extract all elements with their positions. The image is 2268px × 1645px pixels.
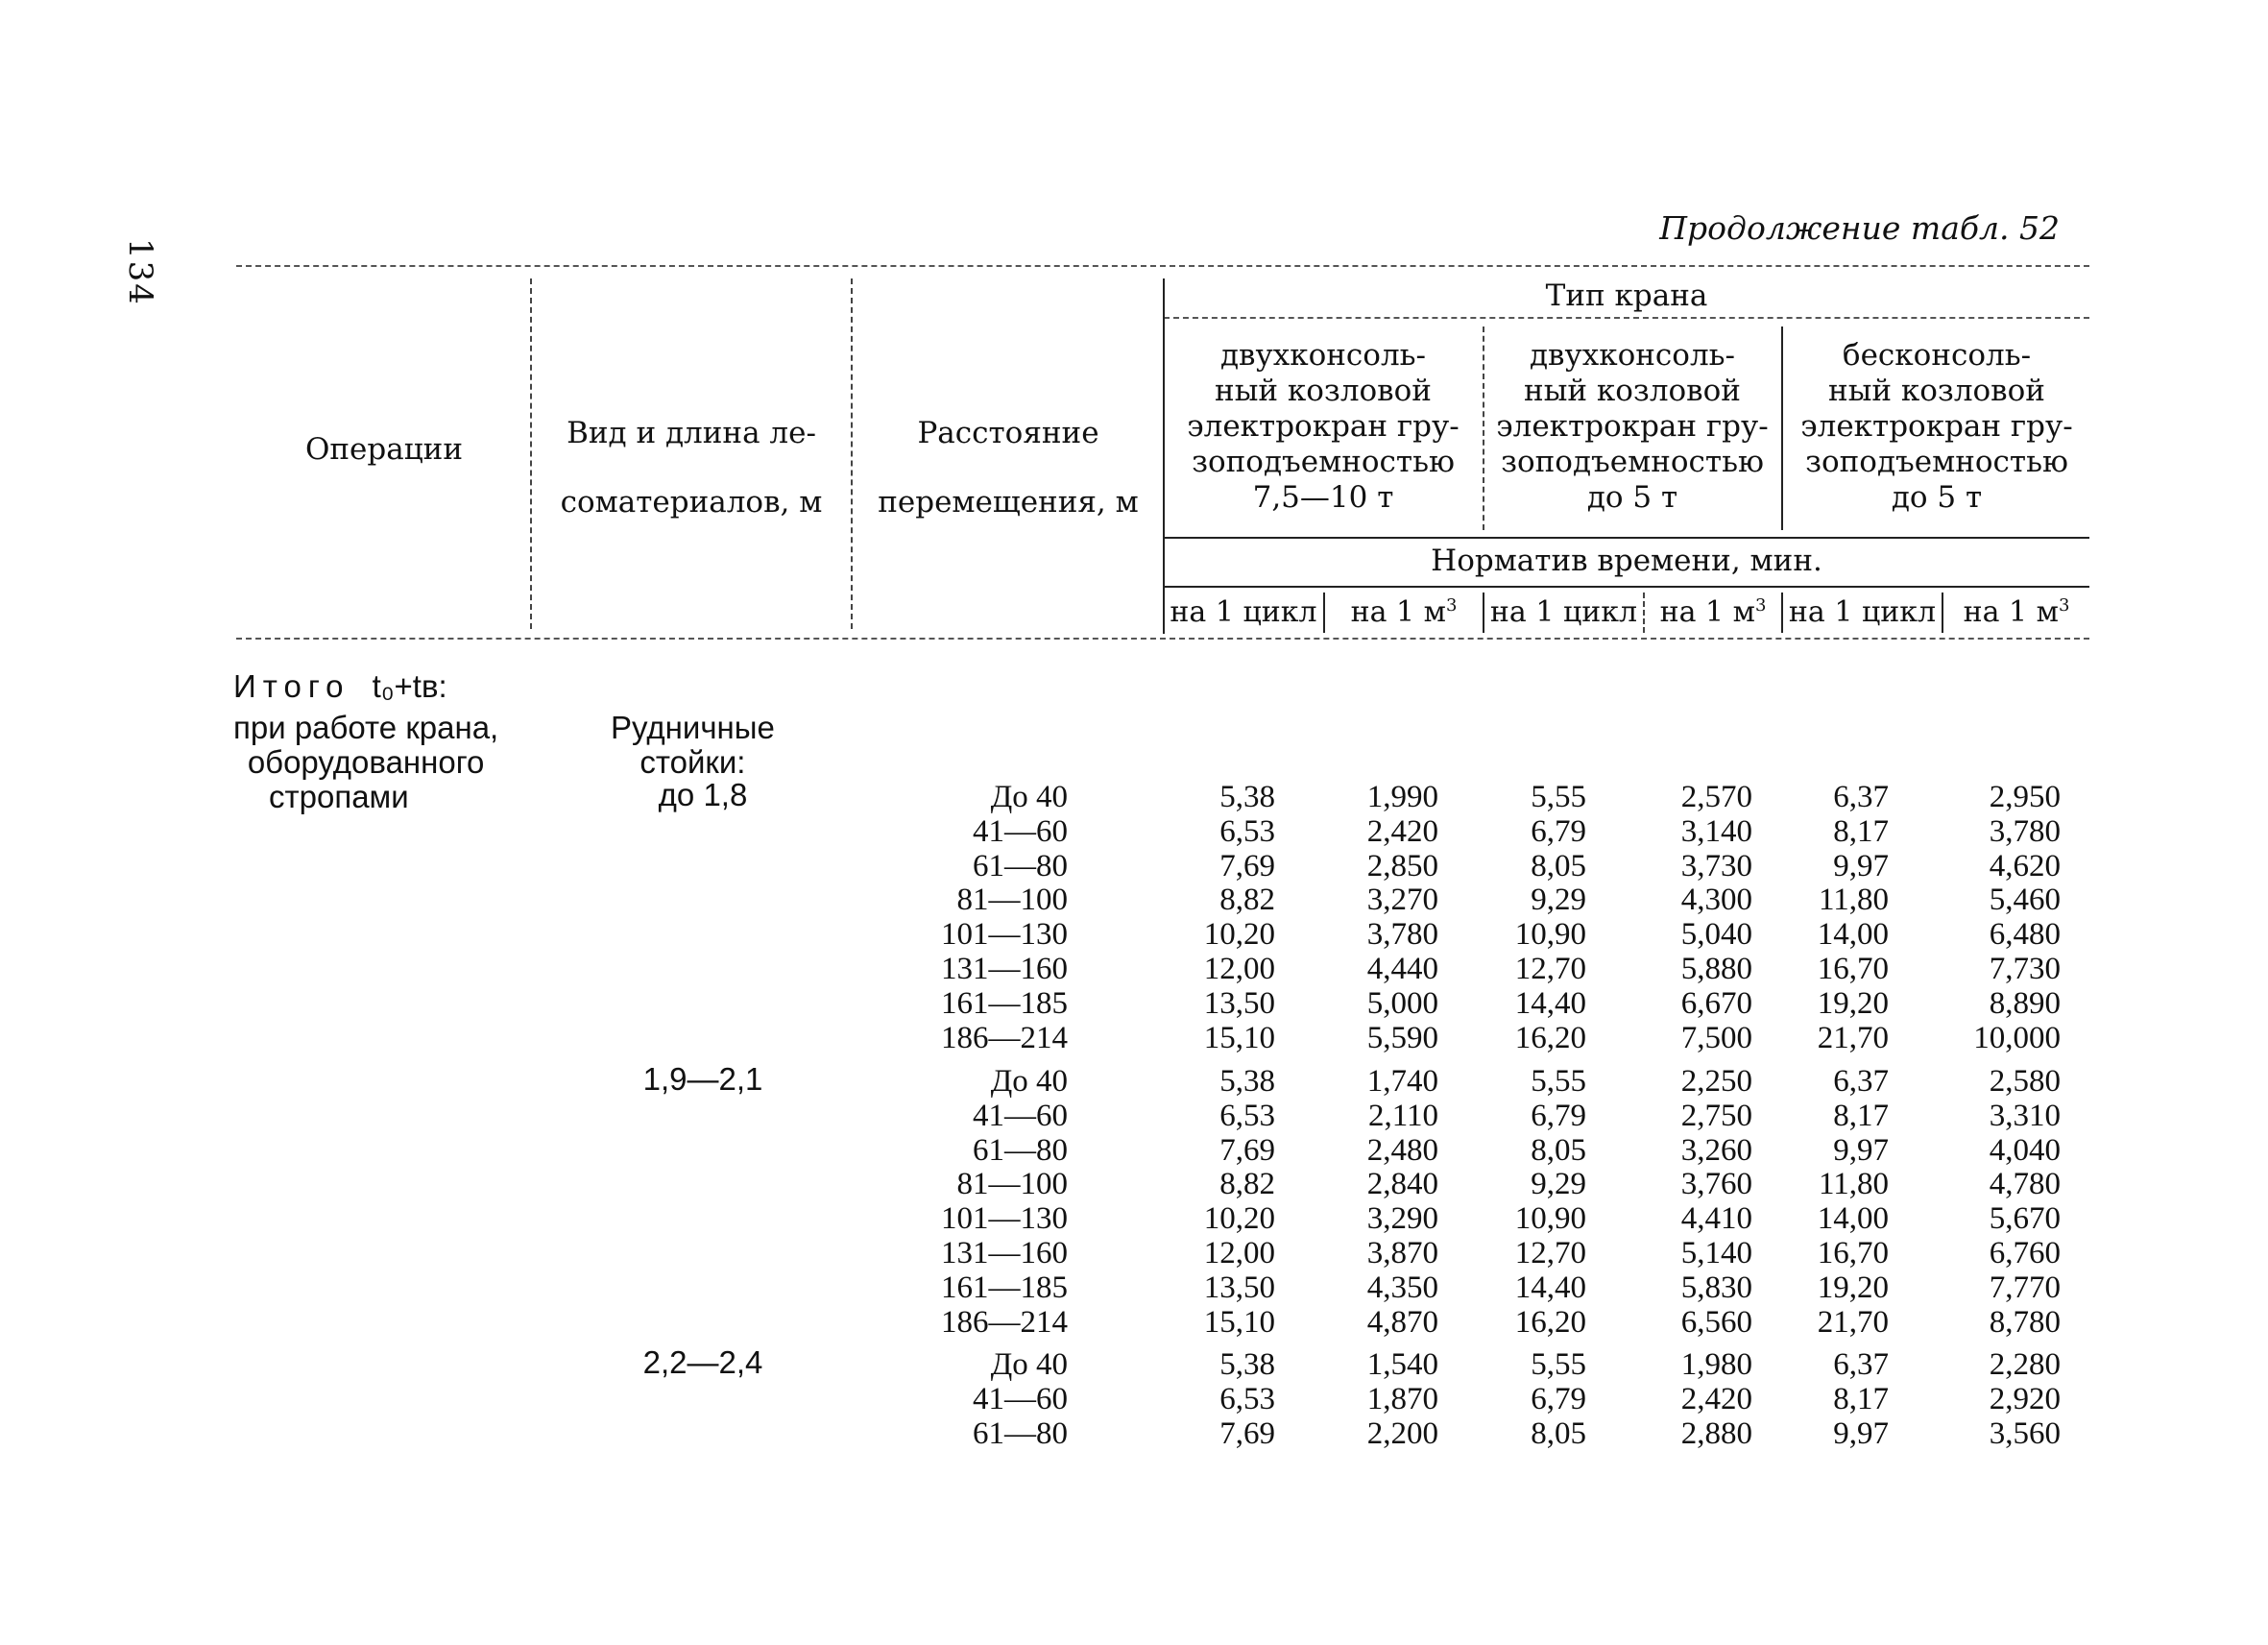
value-cell: 1,990 (1366, 780, 1438, 814)
group-label: 2,2—2,4 (642, 1344, 763, 1380)
value-cell: 5,590 (1366, 1020, 1438, 1055)
value-cell: 11,80 (1818, 1167, 1889, 1202)
value-cell: 5,38 (1219, 1064, 1275, 1099)
crane-type-rule (1164, 317, 2089, 319)
value-cell: 10,90 (1514, 1201, 1586, 1237)
distance-cell: 81—100 (956, 883, 1068, 918)
value-cell: 2,200 (1366, 1415, 1438, 1451)
total-label: Итого t₀+tв: (233, 668, 447, 704)
value-cell: 12,00 (1203, 1236, 1275, 1270)
header-crane-type: Тип крана (1545, 278, 1708, 313)
value-cell: 7,69 (1219, 1415, 1275, 1451)
value-cell: 12,00 (1203, 952, 1275, 986)
value-cell: 8,05 (1531, 1415, 1586, 1451)
col-divider-2 (851, 278, 853, 629)
value-cell: 4,040 (1989, 1132, 2061, 1168)
value-cell: 3,560 (1989, 1415, 2061, 1451)
distance-cell: 101—130 (941, 917, 1068, 953)
value-cell: 9,29 (1531, 883, 1586, 918)
group-label: до 1,8 (658, 777, 748, 812)
value-cell: 12,70 (1514, 1236, 1586, 1270)
value-cell: 5,38 (1219, 780, 1275, 814)
distance-cell: 61—80 (973, 848, 1068, 883)
table-top-rule (236, 265, 2089, 267)
value-cell: 9,97 (1833, 1132, 1889, 1168)
value-cell: 8,17 (1833, 1098, 1889, 1133)
value-cell: 5,55 (1531, 780, 1586, 814)
value-cell: 6,480 (1989, 917, 2061, 953)
header-material-line2: соматериалов, м (560, 485, 823, 520)
unit-m3-2: на 1 $м^3$ (1659, 595, 1767, 629)
header-bottom-rule (236, 638, 2089, 640)
value-cell: 2,480 (1366, 1132, 1438, 1168)
value-cell: 6,760 (1989, 1236, 2061, 1270)
value-cell: 6,53 (1219, 1381, 1275, 1416)
value-cell: 3,310 (1989, 1098, 2061, 1133)
value-cell: 8,17 (1833, 813, 1889, 849)
value-cell: 6,53 (1219, 1098, 1275, 1133)
value-cell: 6,37 (1833, 1064, 1889, 1099)
value-cell: 6,560 (1680, 1304, 1752, 1340)
value-cell: 5,55 (1531, 1064, 1586, 1099)
header-crane-1: двухконсоль- ный козловой электрокран гру- зоподъемностью 7,5—10 т (1187, 338, 1460, 515)
value-cell: 1,980 (1680, 1347, 1752, 1382)
unit-cycle-2: на 1 цикл (1489, 595, 1638, 629)
value-cell: 13,50 (1203, 1270, 1275, 1305)
distance-cell: 61—80 (973, 1132, 1068, 1168)
value-cell: 7,770 (1989, 1270, 2061, 1305)
value-cell: 16,70 (1817, 1236, 1889, 1270)
value-cell: 2,950 (1989, 780, 2061, 814)
distance-cell: 161—185 (941, 985, 1068, 1021)
value-cell: 6,79 (1531, 1381, 1586, 1416)
value-cell: 13,50 (1203, 985, 1275, 1021)
material-desc: Рудничные стойки: (611, 710, 775, 780)
value-cell: 19,20 (1817, 1270, 1889, 1305)
distance-cell: 41—60 (973, 1098, 1068, 1133)
distance-cell: До 40 (990, 780, 1068, 814)
value-cell: 6,670 (1680, 985, 1752, 1021)
value-cell: 6,79 (1531, 813, 1586, 849)
group-label: 1,9—2,1 (642, 1061, 763, 1097)
value-cell: 2,580 (1989, 1064, 2061, 1099)
value-cell: 2,420 (1366, 813, 1438, 849)
operation-desc: при работе крана, оборудованного стропами (233, 710, 499, 814)
value-cell: 3,780 (1366, 917, 1438, 953)
value-cell: 16,20 (1514, 1020, 1586, 1055)
value-cell: 5,670 (1989, 1201, 2061, 1237)
value-cell: 6,37 (1833, 780, 1889, 814)
distance-cell: 131—160 (941, 952, 1068, 986)
value-cell: 1,740 (1366, 1064, 1438, 1099)
unit-m3-1: на 1 $м^3$ (1350, 595, 1458, 629)
value-cell: 21,70 (1817, 1304, 1889, 1340)
value-cell: 14,40 (1514, 985, 1586, 1021)
value-cell: 5,000 (1366, 985, 1438, 1021)
value-cell: 5,040 (1680, 917, 1752, 953)
distance-cell: 41—60 (973, 1381, 1068, 1416)
value-cell: 3,260 (1680, 1132, 1752, 1168)
value-cell: 6,37 (1833, 1347, 1889, 1382)
value-cell: 14,00 (1817, 1201, 1889, 1237)
header-distance-line1: Расстояние (917, 416, 1099, 450)
value-cell: 7,500 (1680, 1020, 1752, 1055)
crane-divider-1 (1483, 327, 1484, 530)
distance-cell: 131—160 (941, 1236, 1068, 1270)
value-cell: 2,110 (1367, 1098, 1438, 1133)
value-cell: 9,29 (1531, 1167, 1586, 1202)
unit-cycle-3: на 1 цикл (1788, 595, 1937, 629)
value-cell: 2,920 (1989, 1381, 2061, 1416)
value-cell: 5,880 (1680, 952, 1752, 986)
value-cell: 6,53 (1219, 813, 1275, 849)
value-cell: 6,79 (1531, 1098, 1586, 1133)
value-cell: 14,40 (1514, 1270, 1586, 1305)
value-cell: 7,69 (1219, 1132, 1275, 1168)
header-distance-line2: перемещения, м (878, 485, 1139, 520)
value-cell: 10,000 (1973, 1020, 2061, 1055)
value-cell: 3,140 (1680, 813, 1752, 849)
value-cell: 7,69 (1219, 848, 1275, 883)
value-cell: 2,840 (1366, 1167, 1438, 1202)
value-cell: 4,620 (1989, 848, 2061, 883)
value-cell: 8,17 (1833, 1381, 1889, 1416)
value-cell: 10,20 (1203, 917, 1275, 953)
header-crane-2: двухконсоль- ный козловой электрокран гру- зоподъемностью до 5 т (1496, 338, 1769, 515)
distance-cell: 81—100 (956, 1167, 1068, 1202)
value-cell: 8,82 (1219, 883, 1275, 918)
value-cell: 4,440 (1366, 952, 1438, 986)
header-distance (857, 399, 1160, 537)
crane-divider-2 (1781, 327, 1783, 530)
value-cell: 12,70 (1514, 952, 1586, 986)
value-cell: 11,80 (1818, 883, 1889, 918)
distance-cell: 186—214 (941, 1020, 1068, 1055)
value-cell: 21,70 (1817, 1020, 1889, 1055)
value-cell: 16,20 (1514, 1304, 1586, 1340)
value-cell: 5,38 (1219, 1347, 1275, 1382)
table-caption: Продолжение табл. 52 (1659, 209, 2060, 247)
value-cell: 15,10 (1203, 1020, 1275, 1055)
value-cell: 2,250 (1680, 1064, 1752, 1099)
value-cell: 2,570 (1680, 780, 1752, 814)
value-cell: 4,350 (1366, 1270, 1438, 1305)
header-crane-3: бесконсоль- ный козловой электрокран гру- зоподъемностью до 5 т (1800, 338, 2073, 515)
value-cell: 2,420 (1680, 1381, 1752, 1416)
unit-cycle-1: на 1 цикл (1170, 595, 1317, 629)
value-cell: 1,540 (1366, 1347, 1438, 1382)
norm-bottom-rule (1164, 586, 2089, 588)
distance-cell: 61—80 (973, 1415, 1068, 1451)
distance-cell: До 40 (990, 1347, 1068, 1382)
distance-cell: 161—185 (941, 1270, 1068, 1305)
value-cell: 10,20 (1203, 1201, 1275, 1237)
distance-cell: 101—130 (941, 1201, 1068, 1237)
value-cell: 8,05 (1531, 1132, 1586, 1168)
value-cell: 15,10 (1203, 1304, 1275, 1340)
value-cell: 19,20 (1817, 985, 1889, 1021)
value-cell: 3,270 (1366, 883, 1438, 918)
header-material-line1: Вид и длина ле- (567, 416, 816, 450)
col-divider-3 (1163, 278, 1165, 634)
value-cell: 8,82 (1219, 1167, 1275, 1202)
value-cell: 14,00 (1817, 917, 1889, 953)
value-cell: 4,300 (1680, 883, 1752, 918)
value-cell: 3,730 (1680, 848, 1752, 883)
value-cell: 5,830 (1680, 1270, 1752, 1305)
value-cell: 4,410 (1680, 1201, 1752, 1237)
value-cell: 5,140 (1680, 1236, 1752, 1270)
header-operations: Операции (304, 432, 463, 467)
value-cell: 2,880 (1680, 1415, 1752, 1451)
value-cell: 4,870 (1366, 1304, 1438, 1340)
col-divider-1 (530, 278, 532, 629)
value-cell: 2,280 (1989, 1347, 2061, 1382)
value-cell: 9,97 (1833, 1415, 1889, 1451)
value-cell: 3,780 (1989, 813, 2061, 849)
norm-top-rule (1164, 537, 2089, 539)
distance-cell: До 40 (990, 1064, 1068, 1099)
unit-m3-3: на 1 $м^3$ (1963, 595, 2070, 629)
value-cell: 16,70 (1817, 952, 1889, 986)
page-number: 134 (121, 238, 159, 306)
value-cell: 3,760 (1680, 1167, 1752, 1202)
value-cell: 5,55 (1531, 1347, 1586, 1382)
header-norm: Норматив времени, мин. (1431, 544, 1822, 578)
value-cell: 2,850 (1366, 848, 1438, 883)
value-cell: 4,780 (1989, 1167, 2061, 1202)
value-cell: 8,05 (1531, 848, 1586, 883)
distance-cell: 186—214 (941, 1304, 1068, 1340)
value-cell: 9,97 (1833, 848, 1889, 883)
value-cell: 7,730 (1989, 952, 2061, 986)
value-cell: 8,780 (1989, 1304, 2061, 1340)
value-cell: 8,890 (1989, 985, 2061, 1021)
value-cell: 2,750 (1680, 1098, 1752, 1133)
value-cell: 3,290 (1366, 1201, 1438, 1237)
header-material (538, 399, 845, 537)
distance-cell: 41—60 (973, 813, 1068, 849)
value-cell: 5,460 (1989, 883, 2061, 918)
value-cell: 1,870 (1366, 1381, 1438, 1416)
value-cell: 10,90 (1514, 917, 1586, 953)
value-cell: 3,870 (1366, 1236, 1438, 1270)
